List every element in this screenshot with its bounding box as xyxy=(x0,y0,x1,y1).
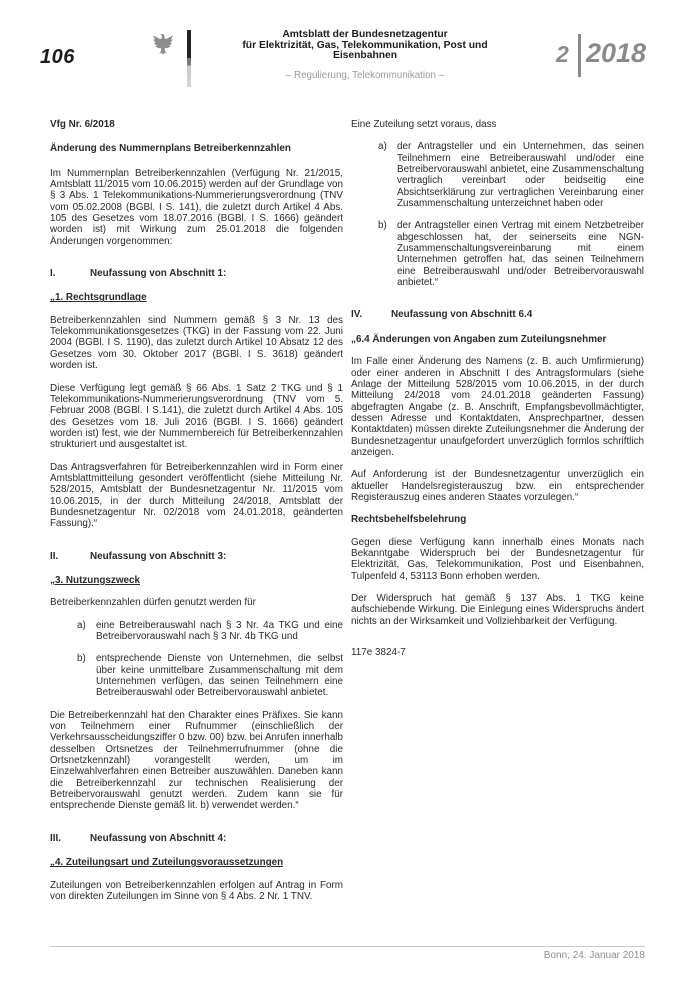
bundesadler-eagle-icon xyxy=(152,31,174,56)
page-footer xyxy=(50,946,645,961)
list-item-a xyxy=(351,141,644,209)
section-number: I. xyxy=(50,268,56,280)
list-item-text: der Antragsteller und ein Unternehmen, das seinen Teilnehmern eine Betreiberauswahl und/oder eine Betreibervorauswahl anbietet, eine Zusammenschaltung vertraglich vereinbart oder beidseitig eine Absichtserklärung zur vertraglichen Vereinbarung einer Zusammenschaltung unterzeichnet haben oder xyxy=(397,141,644,210)
list-marker: a) xyxy=(77,619,86,631)
list-item-b xyxy=(351,220,644,288)
issue-divider-bar xyxy=(578,34,581,77)
section-heading-2 xyxy=(50,551,343,562)
right-column xyxy=(351,119,644,913)
paragraph: Das Antragsverfahren für Betreiberkennzahlen wird in Form einer Amtsblattmitteilung gesondert veröffentlicht (siehe Mitteilung Nr. 528/2015, Amtsblatt der Bundesnetzagentur Nr. 11/2015 vom 10.06.2015, in der durch Mitteilung 24/2018, Amtsblatt der Bundesnetzagentur Nr. 02/2018 vom 24.01.2018, geänderten Fassung).“ xyxy=(50,461,343,530)
section-title: Neufassung von Abschnitt 4: xyxy=(90,832,227,844)
subsection-heading-zuteilungsart: „4. Zuteilungsart und Zuteilungsvoraussetzungen xyxy=(50,857,284,869)
list-item-b xyxy=(50,653,343,698)
section-heading-3 xyxy=(50,833,343,844)
section-heading-1 xyxy=(50,268,343,279)
paragraph: Betreiberkennzahlen sind Nummern gemäß § 3 Nr. 13 des Telekommunikationsgesetzes (TKG) in der Fassung vom 22. Juni 2004 (BGBl. I S. 1190), das zuletzt durch Artikel 10 Absatz 12 des Gesetzes vom 30. Oktober 2017 (BGBl. I S. 3618) geändert worden ist. xyxy=(50,314,343,372)
paragraph: Betreiberkennzahlen dürfen genutzt werden für xyxy=(50,597,256,609)
page-number: 106 xyxy=(40,46,75,68)
masthead-title-line1: Amtsblatt der Bundesnetzagentur xyxy=(282,29,448,40)
list-item-a xyxy=(50,620,343,643)
rechtsbehelf-heading: Rechtsbehelfsbelehrung xyxy=(351,514,467,526)
left-column xyxy=(50,119,343,913)
section-number: IV. xyxy=(351,309,363,321)
list-marker: b) xyxy=(77,653,86,665)
vfg-number: Vfg Nr. 6/2018 xyxy=(50,119,115,130)
paragraph: Diese Verfügung legt gemäß § 66 Abs. 1 Satz 2 TKG und § 1 Telekommunikations-Nummerierungsverordnung (TNV vom 5. Februar 2008 (BGBl. I S.141), die zuletzt durch Artikel 4 Abs. 105 des Gesetzes vom 18. Juli 2016 (BGBl. I S. 1666) geändert worden ist) fest, wie der Nummernbereich für Betreiberkennzahlen strukturiert und ausgestaltet ist. xyxy=(50,382,343,451)
paragraph: Die Betreiberkennzahl hat den Charakter eines Präfixes. Sie kann von Teilnehmern einer Rufnummer (einschließlich der Verkehrsausscheidungsziffer 0 bzw. 00) bzw. bei Anrufen innerhalb desselben Ortsnetzes der Teilnehmerrufnummer (ohne die Ortsnetzkennzahl) vorangestellt werden, um im Einzelwahlverfahren einen Betreiber auszuwählen. Daneben kann die Betreiberkennzahl zur technischen Realisierung der Betreibervorauswahl genutzt werden. Zudem kann sie für entsprechende Dienste gemäß lit. b) verwendet werden.“ xyxy=(50,709,343,812)
paragraph: Eine Zuteilung setzt voraus, dass xyxy=(351,119,497,130)
masthead-title xyxy=(215,30,515,81)
issue-year: 2018 xyxy=(586,38,647,68)
paragraph: Gegen diese Verfügung kann innerhalb eines Monats nach Bekanntgabe Widerspruch bei der Bundesnetzagentur für Elektrizität, Gas, Telekommunikation, Post und Eisenbahnen, Tulpenfeld 4, 53113 Bonn erhoben werden. xyxy=(351,536,644,582)
masthead-subtitle: – Regulierung, Telekommunikation – xyxy=(285,69,445,81)
section-number: III. xyxy=(50,832,61,844)
paragraph: Der Widerspruch hat gemäß § 137 Abs. 1 TKG keine aufschiebende Wirkung. Die Einlegung eines Widerspruchs ändert nichts an der Wirksamkeit und Vollziehbarkeit der Verfügung. xyxy=(351,593,644,627)
section-title: Neufassung von Abschnitt 6.4 xyxy=(391,309,533,321)
section-number: II. xyxy=(50,550,59,562)
issue-number: 2 xyxy=(556,41,569,67)
subsection-heading-rechtsgrundlage: „1. Rechtsgrundlage xyxy=(50,292,147,304)
paragraph: Zuteilungen von Betreiberkennzahlen erfolgen auf Antrag in Form von direkten Zuteilungen im Sinne von § 4 Abs. 2 Nr. 1 TNV. xyxy=(50,879,343,902)
document-body xyxy=(50,119,644,913)
paragraph: Auf Anforderung ist der Bundesnetzagentur unverzüglich ein aktueller Handelsregisterauszug bzw. ein entsprechender Registerauszug eines anderen Staates vorzulegen.“ xyxy=(351,469,644,503)
list-item-text: entsprechende Dienste von Unternehmen, die selbst über keine unmittelbare Zusammenschaltung mit dem Unternehmen verfügen, das seinen Teilnehmern eine Betreiberauswahl oder Betreibervorauswahl anbietet. xyxy=(96,653,343,699)
list-item-text: der Antragsteller einen Vertrag mit einem Netzbetreiber abgeschlossen hat, der seinerseits eine NGN-Zusammenschaltungsvereinbarung mit einem Unternehmen getroffen hat, das seinen Teilnehmern eine Betreiberauswahl und/oder Betreibervorauswahl anbietet.“ xyxy=(397,220,644,289)
list-item-text: eine Betreiberauswahl nach § 3 Nr. 4a TKG und eine Betreibervorauswahl nach § 3 Nr. 4b TKG und xyxy=(96,619,343,642)
subsection-heading-nutzungszweck: „3. Nutzungszweck xyxy=(50,574,140,586)
masthead-title-line2: für Elektrizität, Gas, Telekommunikation, Post und Eisenbahnen xyxy=(242,39,488,62)
section-heading-4 xyxy=(351,309,644,320)
doc-title: Änderung des Nummernplans Betreiberkennzahlen xyxy=(50,143,291,155)
masthead-divider-bar xyxy=(187,30,191,87)
intro-paragraph: Im Nummernplan Betreiberkennzahlen (Verfügung Nr. 21/2015, Amtsblatt 11/2015 vom 10.06.2015) werden auf der Grundlage von § 3 Abs. 1 Telekommunikations-Nummerierungsverordnung (TNV vom 05.02.2008 (BGBl. I S. 141), die zuletzt durch Artikel 4 Abs. 105 des Gesetzes vom 18.07.2016 (BGBl. I S. 1666) geändert worden ist) mit Wirkung zum 25.01.2018 die folgenden Änderungen vorgenommen: xyxy=(50,167,343,247)
list-marker: b) xyxy=(378,220,387,232)
section-title: Neufassung von Abschnitt 1: xyxy=(90,268,227,280)
dateline: Bonn, 24. Januar 2018 xyxy=(543,950,645,961)
subsection-heading-aenderungen: „6.4 Änderungen von Angaben zum Zuteilungsnehmer xyxy=(351,333,607,345)
paragraph: Im Falle einer Änderung des Namens (z. B. auch Umfirmierung) oder einer anderen in Abschnitt I des Antragsformulars (siehe Anlage der Mitteilung 528/2015 vom 10.06.2015, in der durch Mitteilung 24/2018 vom 24.01.2018 geänderten Fassung) abgefragten Angabe (z. B. Anschrift, Empfangsbevollmächtigter, dessen Adresse und Kontaktdaten, Ansprechpartner, dessen Kontaktdaten) müssen direkte Zuteilungsnehmer die Änderung der Bundesnetzagentur unaufgefordert unverzüglich formlos schriftlich anzeigen. xyxy=(351,356,644,458)
reference-code: 117e 3824-7 xyxy=(351,647,406,659)
section-title: Neufassung von Abschnitt 3: xyxy=(90,550,227,562)
masthead xyxy=(0,0,700,100)
list-marker: a) xyxy=(378,141,387,153)
